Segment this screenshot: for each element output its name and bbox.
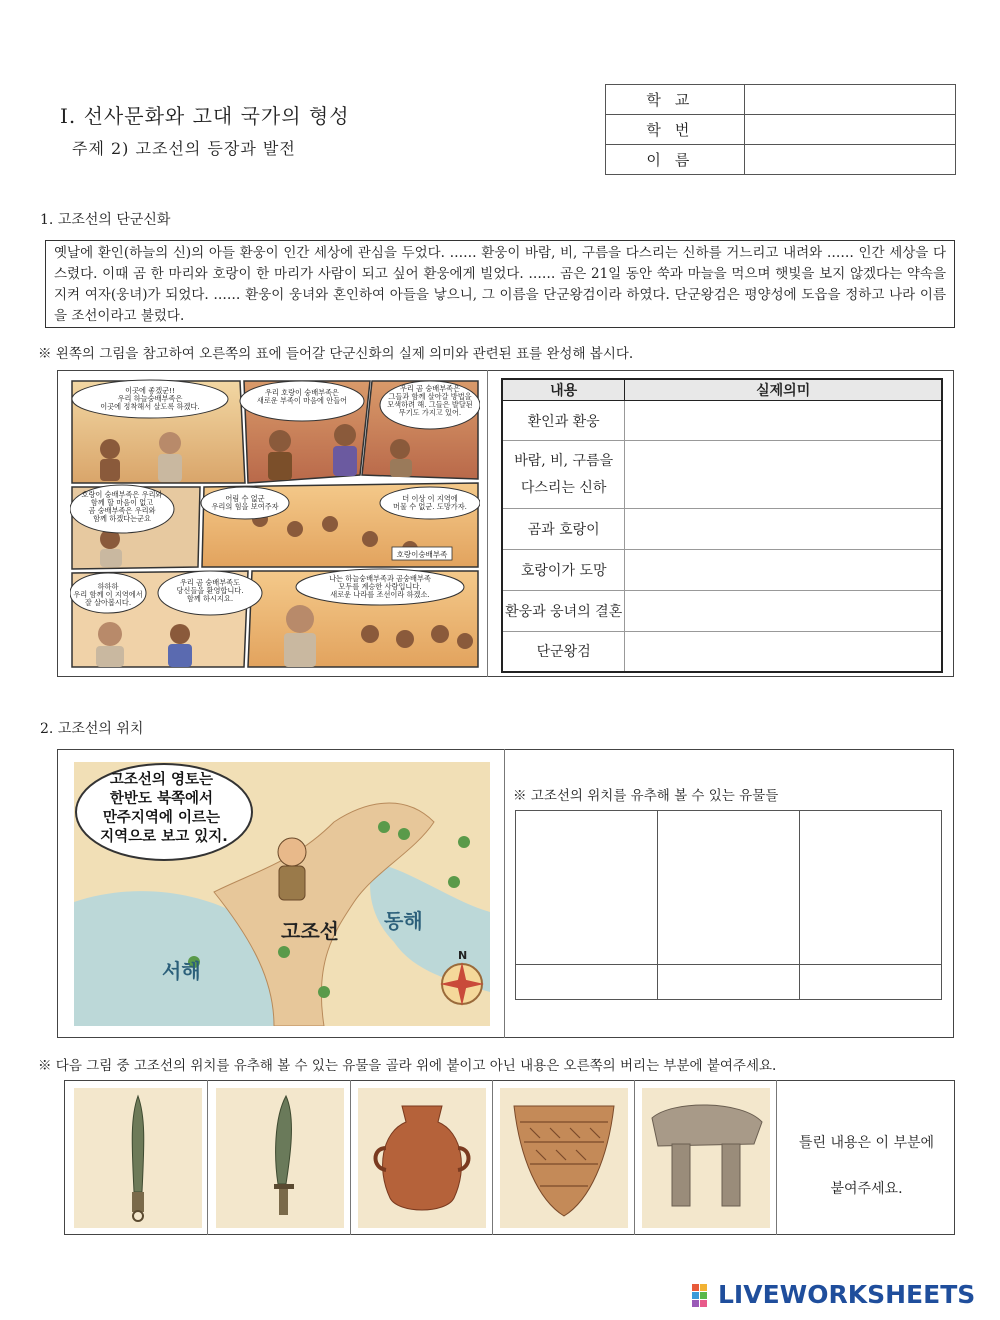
section3-instruction: ※ 다음 그림 중 고조선의 위치를 유추해 볼 수 있는 유물을 골라 위에 붙이고 아닌 내용은 오른쪽의 버리는 부분에 붙여주세요. [38,1058,777,1074]
comic-text-p9: 나는 하늘숭배부족과 곰숭배부족 모두를 계승한 사람입니다. 새로운 나라를 조선이라 하겠소. [329,574,431,599]
table-cell-meaning-input[interactable] [625,509,942,550]
table-cell-content: 환인과 환웅 [502,401,625,441]
unit-title: Ⅰ. 선사문화와 고대 국가의 형성 [60,104,350,128]
map-label-east-sea: 동해 [384,909,423,933]
divider [504,749,505,1038]
student-number-label: 학번 [606,115,745,145]
table-cell-meaning-input[interactable] [625,550,942,591]
table-cell-meaning-input[interactable] [625,401,942,441]
gojoseon-map-image [74,762,490,1026]
discard-text-line1: 틀린 내용은 이 부분에 [798,1135,935,1151]
comb-pattern-pottery-icon[interactable] [500,1088,628,1228]
table-cell-meaning-input[interactable] [625,591,942,632]
table-cell-meaning-input[interactable] [625,632,942,672]
topic-title: 주제 2) 고조선의 등장과 발전 [72,139,296,158]
table-cell-content [502,441,625,509]
dolmen-icon[interactable] [642,1088,770,1228]
map-label-gojoseon: 고조선 [281,919,339,943]
map-label-west-sea: 서해 [162,959,201,983]
comic-label-tiger-tribe: 호랑이숭배부족 [396,550,448,559]
artifact-note: ※ 고조선의 위치를 유추해 볼 수 있는 유물들 [513,788,779,804]
liveworksheets-logo [692,1280,992,1312]
artifact-label-slot[interactable] [800,965,942,1000]
table-cell-content: 곰과 호랑이 [502,509,625,550]
comic-text-p6: 더 이상 이 지역에 머물 수 없군. 도망가자. [393,494,467,511]
section1-title: 1. 고조선의 단군신화 [40,212,171,228]
artifact-drop-grid [515,810,942,1000]
discard-area[interactable] [778,1120,955,1212]
map-speech-text: 고조선의 영토는 한반도 북쪽에서 만주지역에 이르는 지역으로 보고 있지. [100,772,228,845]
artifact-label-slot[interactable] [516,965,658,1000]
comic-text-p7: 하하하 우리 함께 이 지역에서 잘 살아봅시다. [73,582,143,607]
table-header-content: 내용 [502,379,625,401]
table-header-meaning: 실제의미 [625,379,942,401]
student-info-table [605,84,956,175]
table-cell-content: 호랑이가 도망 [502,550,625,591]
artifact-drop-slot[interactable] [658,811,800,965]
artifact-label-slot[interactable] [658,965,800,1000]
school-label: 학교 [606,85,745,115]
name-label: 이름 [606,145,745,175]
bronze-dagger-slim-icon[interactable] [216,1088,344,1228]
comic-text-p3: 우리 곰 숭배부족은 그들과 함께 살아갈 방법을 모색하려 해. 그들은 발달된 무기도 가지고 있어. [387,384,473,417]
dangun-comic-image [70,379,480,669]
discard-text-line2: 붙여주세요. [830,1181,903,1197]
comic-text-p8: 우리 곰 숭배부족도 당신들을 환영합니다. 함께 하시지요. [176,578,244,603]
school-input[interactable] [744,85,955,115]
dangun-myth-text: 옛날에 환인(하늘의 신)의 아들 환웅이 인간 세상에 관심을 두었다. …… 환웅이 바람, 비, 구름을 다스리는 신하를 거느리고 내려와 …… 인간 세상을 다스렸다. 이때 곰 한 마리와 호랑이 한 마리가 사람이 되고 싶어 환웅에게 빌었다. …… 곰은 21일 동안 쑥과 마늘을 먹으며 햇빛을 보지 않겠다는 약속을 지켜 여자(웅녀)가 되었다. …… 환웅이 웅녀와 혼인하여 아들을 낳으니, 그 이름을 단군왕검이라 하였다. 단군왕검은 평양성에 도읍을 정하고 나라 이름을 조선이라고 불렀다. [45,240,955,328]
liveworksheets-logo-icon [692,1284,716,1308]
divider [487,370,488,677]
myth-meaning-table [501,378,943,673]
comic-text-p2: 우리 호랑이 숭배부족은 새로운 부족이 마음에 안들어 [256,388,348,405]
brand-text: LIVEWORKSHEETS [718,1280,976,1309]
comic-text-p1: 이곳에 좋겠군!! 우리 하늘숭배부족은 이곳에 정착해서 살도록 하겠다. [100,386,200,411]
bronze-dagger-mandolin-icon[interactable] [74,1088,202,1228]
table-cell-content-text: 바람, 비, 구름을 다스리는 신하 [514,452,614,496]
svg-text:N: N [458,949,468,962]
table-cell-content: 단군왕검 [502,632,625,672]
student-number-input[interactable] [744,115,955,145]
section1-instruction: ※ 왼쪽의 그림을 참고하여 오른쪽의 표에 들어갈 단군신화의 실제 의미와 관련된 표를 완성해 봅시다. [38,346,634,362]
name-input[interactable] [744,145,955,175]
pottery-jar-icon[interactable] [358,1088,486,1228]
artifact-drop-slot[interactable] [516,811,658,965]
comic-text-p5: 어림 수 없군 우리의 힘을 보여주자 [211,494,279,511]
comic-text-p4: 호랑이 숭배부족은 우리와 함께 할 마음이 없고 곰 숭배부족은 우리와 함께 하겠다는군요 [81,490,163,523]
artifact-drop-slot[interactable] [800,811,942,965]
section2-title: 2. 고조선의 위치 [40,721,144,737]
table-cell-meaning-input[interactable] [625,441,942,509]
table-cell-content: 환웅과 웅녀의 결혼 [502,591,625,632]
